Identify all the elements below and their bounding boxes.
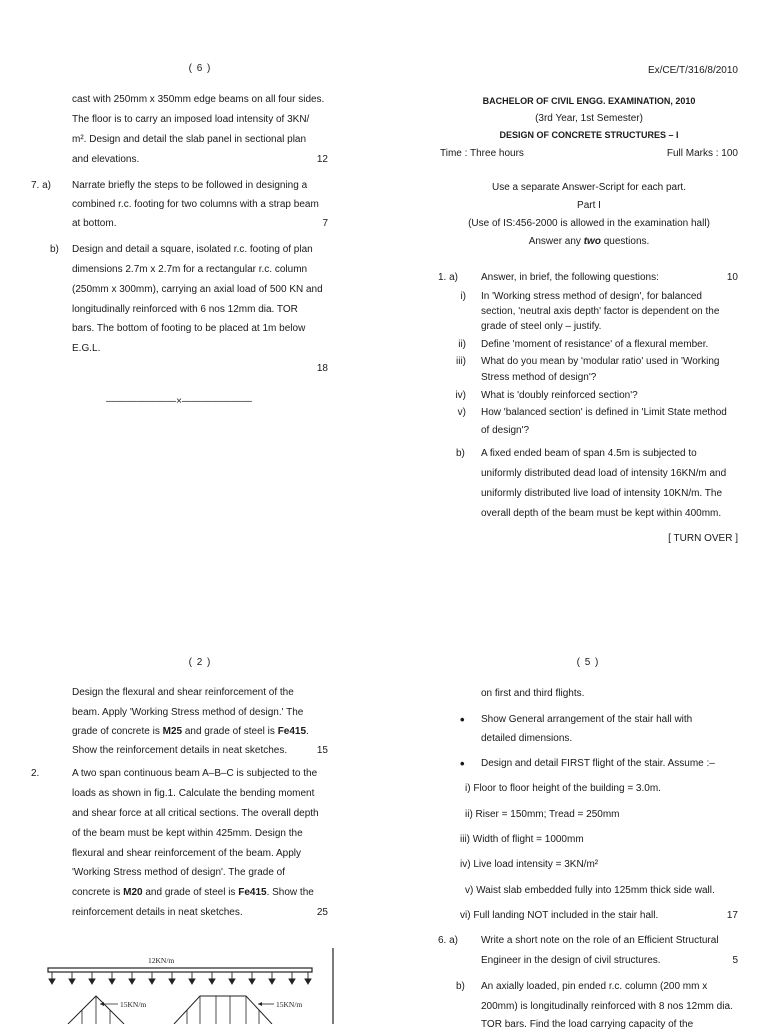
loading-diagram [40,948,340,1024]
text-line: 'Working Stress method of design'. The grade of [72,867,286,878]
text-line: TOR bars. Find the load carrying capacity of the [481,1019,694,1030]
text-line: Design and detail a square, isolated r.c. footing of plan [72,244,313,255]
text-line: Design the flexural and shear reinforcement of the [72,687,294,698]
right-load-label: 15KN/m [276,1000,303,1009]
item-number: iii) [456,356,466,367]
text-line: m². Design and detail the slab panel in sectional plan [72,134,307,145]
text-line: detailed dimensions. [481,733,573,744]
text-line: and shear force at all critical sections. The overall depth [72,808,319,819]
text-line: bars. The bottom of footing to be placed at 1m below [72,323,306,334]
text-line: uniformly distributed dead load of intensity 16KN/m and [481,468,727,479]
text-line: grade of concrete is M25 and grade of steel is Fe415. [72,726,309,737]
list-item: iv) Live load intensity = 3KN/m² [460,859,599,870]
text-line: at bottom. [72,218,117,229]
text-line: section, 'neutral axis depth' factor is dependent on the [481,306,720,317]
text-line: How 'balanced section' is defined in 'Limit State method [481,407,727,418]
text-line: A fixed ended beam of span 4.5m is subjected to [481,448,697,459]
text-line: Show the reinforcement details in neat sketches. [72,745,288,756]
question-label: 6. a) [438,935,459,946]
marks: 12 [316,154,328,165]
page-number: ( 2 ) [188,657,212,668]
item-number: ii) [458,339,466,350]
text-line: uniformly distributed live load of intensity 10KN/m. The [481,488,723,499]
question-label: b) [456,981,465,992]
udl-arrows [49,972,311,984]
text-line: of the beam must be kept within 425mm. Design the [72,828,303,839]
text-line: reinforcement details in neat sketches. [72,907,243,918]
text-line: An axially loaded, pin ended r.c. column (200 mm x [481,981,708,992]
instruction: Answer any two questions. [528,236,650,247]
list-item: vi) Full landing NOT included in the stair hall. [460,910,659,921]
item-number: i) [460,291,466,302]
text-line: beam. Apply 'Working Stress method of design.' The [72,707,304,718]
question-label: b) [50,244,59,255]
bullet-icon: • [460,712,465,727]
list-item: iii) Width of flight = 1000mm [460,834,584,845]
text-line: Narrate briefly the steps to be followed in designing a [72,180,308,191]
question-label: 7. a) [31,180,52,191]
question-label: 1. a) [438,272,459,283]
exam-title: BACHELOR OF CIVIL ENGG. EXAMINATION, 2010 [482,96,696,106]
text-line: overall depth of the beam must be kept within 400mm. [481,508,722,519]
text-line: Engineer in the design of civil structures. [481,955,661,966]
text-line: concrete is M20 and grade of steel is Fe415. Show the [72,887,314,898]
text-line: on first and third flights. [481,688,585,699]
marks: 10 [726,272,738,283]
text-line: What do you mean by 'modular ratio' used in 'Working [481,356,720,367]
part-heading: Part I [577,200,601,211]
subject-title: DESIGN OF CONCRETE STRUCTURES – I [499,130,679,140]
udl-label: 12KN/m [148,956,175,965]
text-line: 200mm) is longitudinally reinforced with 8 nos 12mm dia. [481,1001,733,1012]
end-marker: ———————×——————— [106,396,252,407]
text-line: In 'Working stress method of design', for balanced [481,291,702,302]
text-line: dimensions 2.7m x 2.7m for a rectangular r.c. column [72,264,308,275]
time-allowed: Time : Three hours [440,148,524,159]
text-line: grade of steel only – justify. [481,321,602,332]
page-number: ( 5 ) [576,657,600,668]
list-item: v) Waist slab embedded fully into 125mm thick side wall. [465,885,715,896]
marks: 25 [316,907,328,918]
text-line: Answer, in brief, the following questions: [481,272,659,283]
marks: 15 [316,745,328,756]
text-line: E.G.L. [72,343,101,354]
page-number: ( 6 ) [188,63,212,74]
paper-code: Ex/CE/T/316/8/2010 [647,65,738,76]
text-line: (250mm x 300mm), carrying an axial load of 500 KN and [72,284,323,295]
full-marks: Full Marks : 100 [666,148,738,159]
text-line: of design'? [481,425,530,436]
marks: 18 [316,363,328,374]
item-number: v) [457,407,466,418]
list-item: ii) Riser = 150mm; Tread = 250mm [465,809,620,820]
item-number: iv) [455,390,466,401]
text-line: Design and detail FIRST flight of the stair. Assume :– [481,758,715,769]
text-line: flexural and shear reinforcement of the beam. Apply [72,848,302,859]
marks: 5 [732,955,738,966]
exam-year: (3rd Year, 1st Semester) [535,113,643,124]
marks: 17 [726,910,738,921]
text-line: longitudinally reinforced with 6 nos 12mm dia. TOR [72,304,298,315]
text-line: Show General arrangement of the stair hall with [481,714,693,725]
text-line: and elevations. [72,154,140,165]
text-line: Write a short note on the role of an Efficient Structural [481,935,719,946]
instruction: (Use of IS:456-2000 is allowed in the examination hall) [468,218,710,229]
marks: 7 [322,218,328,229]
text-line: cast with 250mm x 350mm edge beams on all four sides. [72,94,325,105]
text-line: A two span continuous beam A–B–C is subjected to the [72,768,318,779]
question-label: 2. [31,768,40,779]
list-item: i) Floor to floor height of the building = 3.0m. [465,783,661,794]
text-line: The floor is to carry an imposed load intensity of 3KN/ [72,114,310,125]
text-line: What is 'doubly reinforced section'? [481,390,638,401]
question-label: b) [456,448,465,459]
text-line: loads as shown in fig.1. Calculate the bending moment [72,788,315,799]
instruction: Use a separate Answer-Script for each part. [492,182,686,193]
text-line: combined r.c. footing for two columns with a strap beam [72,199,319,210]
turn-over: [ TURN OVER ] [668,533,738,544]
text-line: Stress method of design'? [481,372,597,383]
text-line: Define 'moment of resistance' of a flexural member. [481,339,709,350]
bullet-icon: • [460,756,465,771]
left-load-label: 15KN/m [120,1000,147,1009]
